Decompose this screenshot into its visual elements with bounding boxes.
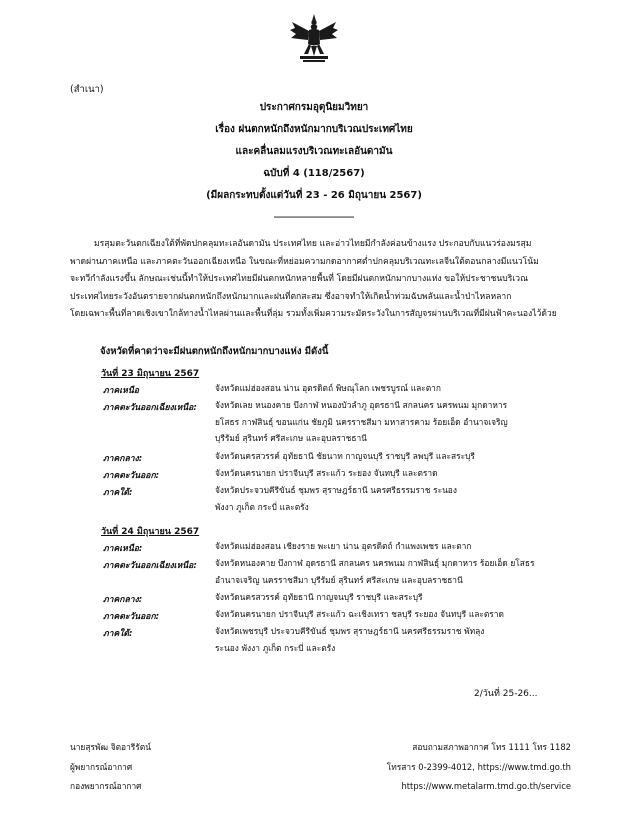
signatory-block	[70, 738, 151, 797]
province-line: บุรีรัมย์ สุรินทร์ ศรีสะเกษ และอุบลราชธานี	[215, 433, 367, 444]
section-title: จังหวัดที่คาดว่าจะมีฝนตกหนักถึงหนักมากบางแห่ง มีดังนี้	[100, 346, 329, 357]
header-issue-number: ฉบับที่ 4 (118/2567)	[263, 168, 365, 179]
region-label: ภาคกลาง:	[103, 595, 143, 605]
contact-fax-website[interactable]: โทรสาร 0-2399-4012, https://www.tmd.go.th	[386, 761, 571, 772]
province-line: จังหวัดแม่ฮ่องสอน น่าน อุตรดิตถ์ พิษณุโลก เพชรบูรณ์ และตาก	[215, 383, 441, 393]
contact-block	[387, 738, 571, 797]
province-line: จังหวัดเลย หนองคาย บึงกาฬ หนองบัวลำภู อุดรธานี สกลนคร นครพนม มุกดาหาร	[215, 400, 508, 410]
region-label: ภาคเหนือ	[103, 386, 139, 396]
province-list	[215, 589, 423, 606]
garuda-emblem-icon	[287, 12, 341, 66]
header-effective-dates: (มีผลกระทบตั้งแต่วันที่ 23 - 26 มิถุนายน 2567)	[206, 190, 422, 201]
day-heading: วันที่ 24 มิถุนายน 2567	[101, 527, 200, 537]
region-label: ภาคตะวันออกเฉียงเหนือ:	[103, 403, 197, 413]
province-list	[215, 380, 441, 397]
body-line: จะทวีกำลังแรงขึ้น ลักษณะเช่นนี้ทำให้ประเทศไทยมีฝนตกหนักหลายพื้นที่ โดยมีฝนตกหนักมากบางแห่ง ขอให้ประชาชนบริเวณ	[70, 274, 529, 285]
province-line: จังหวัดนครนายก ปราจีนบุรี สระแก้ว ฉะเชิงเทรา ชลบุรี ระยอง จันทบุรี และตราด	[215, 609, 504, 619]
header-subject: เรื่อง ฝนตกหนักถึงหนักมากบริเวณประเทศไทย	[215, 124, 413, 135]
region-label: ภาคใต้:	[103, 629, 133, 639]
region-label: ภาคตะวันออกเฉียงเหนือ:	[103, 561, 197, 571]
province-list	[215, 465, 438, 482]
body-line: ประเทศไทยระวังอันตรายจากฝนตกหนักถึงหนักมากและฝนที่ตกสะสม ซึ่งอาจทำให้เกิดน้ำท่วมฉับพลันและน้ำป่าไหลหลาก	[70, 291, 512, 302]
province-list	[215, 623, 484, 656]
province-line: จังหวัดนครสวรรค์ อุทัยธานี ชัยนาท กาญจนบุรี ราชบุรี ลพบุรี และสระบุรี	[215, 451, 475, 461]
body-paragraph	[70, 236, 560, 324]
region-label: ภาคกลาง:	[103, 454, 143, 464]
province-line: ยโสธร กาฬสินธุ์ ขอนแก่น ชัยภูมิ นครราชสีมา มหาสารคาม ร้อยเอ็ด อำนาจเจริญ	[215, 416, 508, 427]
page-continuation: 2/วันที่ 25-26...	[474, 689, 538, 699]
body-line: พาดผ่านภาคเหนือ และภาคตะวันออกเฉียงเหนือ ในขณะที่หย่อมความกดอากาศต่ำปกคลุมบริเวณทะเลจีนใต้ตอนกลางมีแนวโน้ม	[70, 256, 539, 267]
province-list	[215, 482, 457, 515]
province-line: อำนาจเจริญ นครราชสีมา บุรีรัมย์ สุรินทร์ ศรีสะเกษ และอุบลราชธานี	[215, 574, 463, 585]
province-line: จังหวัดหนองคาย บึงกาฬ อุดรธานี สกลนคร นครพนม กาฬสินธุ์ มุกดาหาร ร้อยเอ็ด ยโสธร	[215, 558, 535, 568]
body-line: โดยเฉพาะพื้นที่ลาดเชิงเขาใกล้ทางน้ำไหลผ่านและพื้นที่ลุ่ม รวมทั้งเพิ่มความระมัดระวังในการสัญจรผ่านบริเวณที่มีฝนฟ้าคะนองไว้ด้วย	[70, 309, 557, 320]
province-list	[215, 538, 471, 555]
header-divider: ________________	[274, 207, 354, 218]
province-list	[215, 448, 475, 465]
header-subject-cont: และคลื่นลมแรงบริเวณทะเลอันดามัน	[235, 146, 393, 157]
region-label: ภาคตะวันออก:	[103, 612, 160, 622]
signatory-position: ผู้พยากรณ์อากาศ	[70, 761, 133, 772]
province-line: จังหวัดประจวบคีรีขันธ์ ชุมพร สุราษฎร์ธานี นครศรีธรรมราช ระนอง	[215, 485, 457, 495]
province-line: จังหวัดนครสวรรค์ อุทัยธานี กาญจนบุรี ราชบุรี และสระบุรี	[215, 592, 423, 602]
region-label: ภาคใต้:	[103, 488, 133, 498]
contact-phone: สอบถามสภาพอากาศ โทร 1111 โทร 1182	[412, 742, 571, 752]
copy-label: (สำเนา)	[70, 84, 104, 95]
body-line: มรสุมตะวันตกเฉียงใต้ที่พัดปกคลุมทะเลอันดามัน ประเทศไทย และอ่าวไทยมีกำลังค่อนข้างแรง ประกอบกับแนวร่องมรสุม	[94, 239, 532, 249]
province-list	[215, 397, 508, 447]
signatory-name: นายสุรพัฒ จิตอารีรัตน์	[70, 742, 151, 752]
day-heading: วันที่ 23 มิถุนายน 2567	[101, 369, 200, 379]
province-line: พังงา ภูเก็ต กระบี่ และตรัง	[215, 501, 309, 512]
region-label: ภาคตะวันออก:	[103, 471, 160, 481]
region-label: ภาคเหนือ:	[103, 544, 143, 554]
header-title: ประกาศกรมอุตุนิยมวิทยา	[259, 102, 369, 113]
province-list	[215, 606, 504, 623]
province-list	[215, 555, 534, 588]
province-line: จังหวัดนครนายก ปราจีนบุรี สระแก้ว ระยอง จันทบุรี และตราด	[215, 468, 438, 478]
contact-service-link[interactable]: https://www.metalarm.tmd.go.th/service	[401, 781, 571, 791]
province-line: ระนอง พังงา ภูเก็ต กระบี่ และตรัง	[215, 642, 336, 653]
signatory-department: กองพยากรณ์อากาศ	[70, 781, 142, 791]
province-line: จังหวัดแม่ฮ่องสอน เชียงราย พะเยา น่าน อุตรดิตถ์ กำแพงเพชร และตาก	[215, 541, 472, 551]
province-line: จังหวัดเพชรบุรี ประจวบคีรีขันธ์ ชุมพร สุราษฎร์ธานี นครศรีธรรมราช พัทลุง	[215, 626, 485, 636]
